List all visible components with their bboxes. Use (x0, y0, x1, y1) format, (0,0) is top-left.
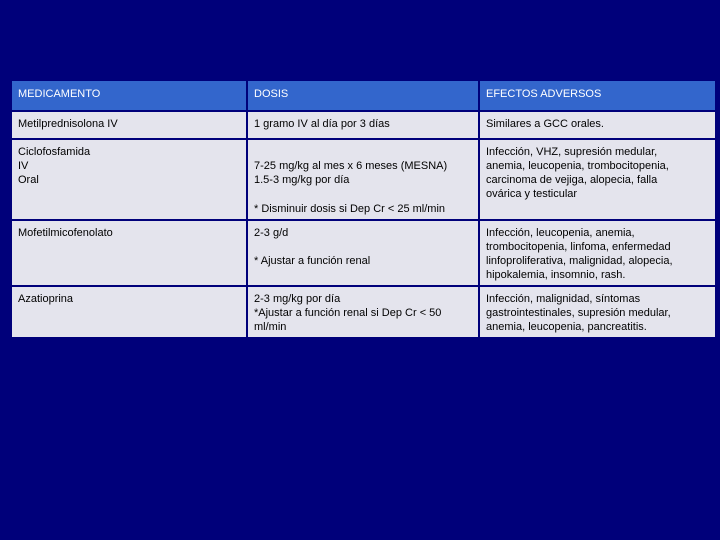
cell-text: hipokalemia, insomnio, rash. (486, 269, 626, 281)
cell-text: Azatioprina (18, 293, 74, 305)
cell-text: trombocitopenia, linfoma, enfermedad (486, 241, 671, 253)
cell-text: Similares a GCC orales. (486, 118, 604, 130)
table-row (12, 140, 715, 219)
cell-note: * Disminuir dosis si Dep Cr < 25 ml/min (254, 203, 446, 215)
cell-text: ml/min (254, 321, 287, 333)
cell-text: *Ajustar a función renal si Dep Cr < 50 (254, 307, 442, 319)
cell-efectos (480, 112, 715, 138)
cell-efectos (480, 140, 715, 219)
cell-dosis (248, 287, 478, 337)
cell-text: gastrointestinales, supresión medular, (486, 307, 671, 319)
cell-medicamento (12, 221, 246, 285)
cell-note: * Ajustar a función renal (254, 255, 371, 267)
cell-text: anemia, leucopenia, trombocitopenia, (486, 160, 669, 172)
cell-text: Infección, leucopenia, anemia, (486, 227, 635, 239)
cell-dosis (248, 221, 478, 285)
cell-text: carcinoma de vejiga, alopecia, falla (486, 174, 658, 186)
cell-text: 1 gramo IV al día por 3 días (254, 118, 390, 130)
cell-text: 2-3 g/d (254, 227, 289, 239)
cell-text: Infección, malignidad, síntomas (486, 293, 641, 305)
cell-text: IV (18, 160, 29, 172)
cell-medicamento (12, 112, 246, 138)
table-row (12, 221, 715, 285)
header-medicamento: MEDICAMENTO (12, 81, 246, 110)
cell-text: Mofetilmicofenolato (18, 227, 113, 239)
header-dosis: DOSIS (248, 81, 478, 110)
cell-text: anemia, leucopenia, pancreatitis. (486, 321, 647, 333)
table-header-row (12, 81, 715, 110)
header-efectos-adversos: EFECTOS ADVERSOS (480, 81, 715, 110)
cell-efectos (480, 221, 715, 285)
cell-text: ovárica y testicular (486, 188, 578, 200)
cell-text: Ciclofosfamida (18, 146, 91, 158)
cell-text: Metilprednisolona IV (18, 118, 118, 130)
cell-text: Oral (18, 174, 39, 186)
table-row (12, 287, 715, 337)
cell-medicamento (12, 287, 246, 337)
cell-dosis (248, 140, 478, 219)
cell-efectos (480, 287, 715, 337)
cell-medicamento (12, 140, 246, 219)
cell-text: Infección, VHZ, supresión medular, (486, 146, 658, 158)
cell-text: 7-25 mg/kg al mes x 6 meses (MESNA) (254, 160, 448, 172)
cell-text: linfoproliferativa, malignidad, alopecia, (486, 255, 673, 267)
cell-text: 2-3 mg/kg por día (254, 293, 341, 305)
table-row (12, 112, 715, 138)
cell-dosis (248, 112, 478, 138)
cell-text: 1.5-3 mg/kg por día (254, 174, 350, 186)
